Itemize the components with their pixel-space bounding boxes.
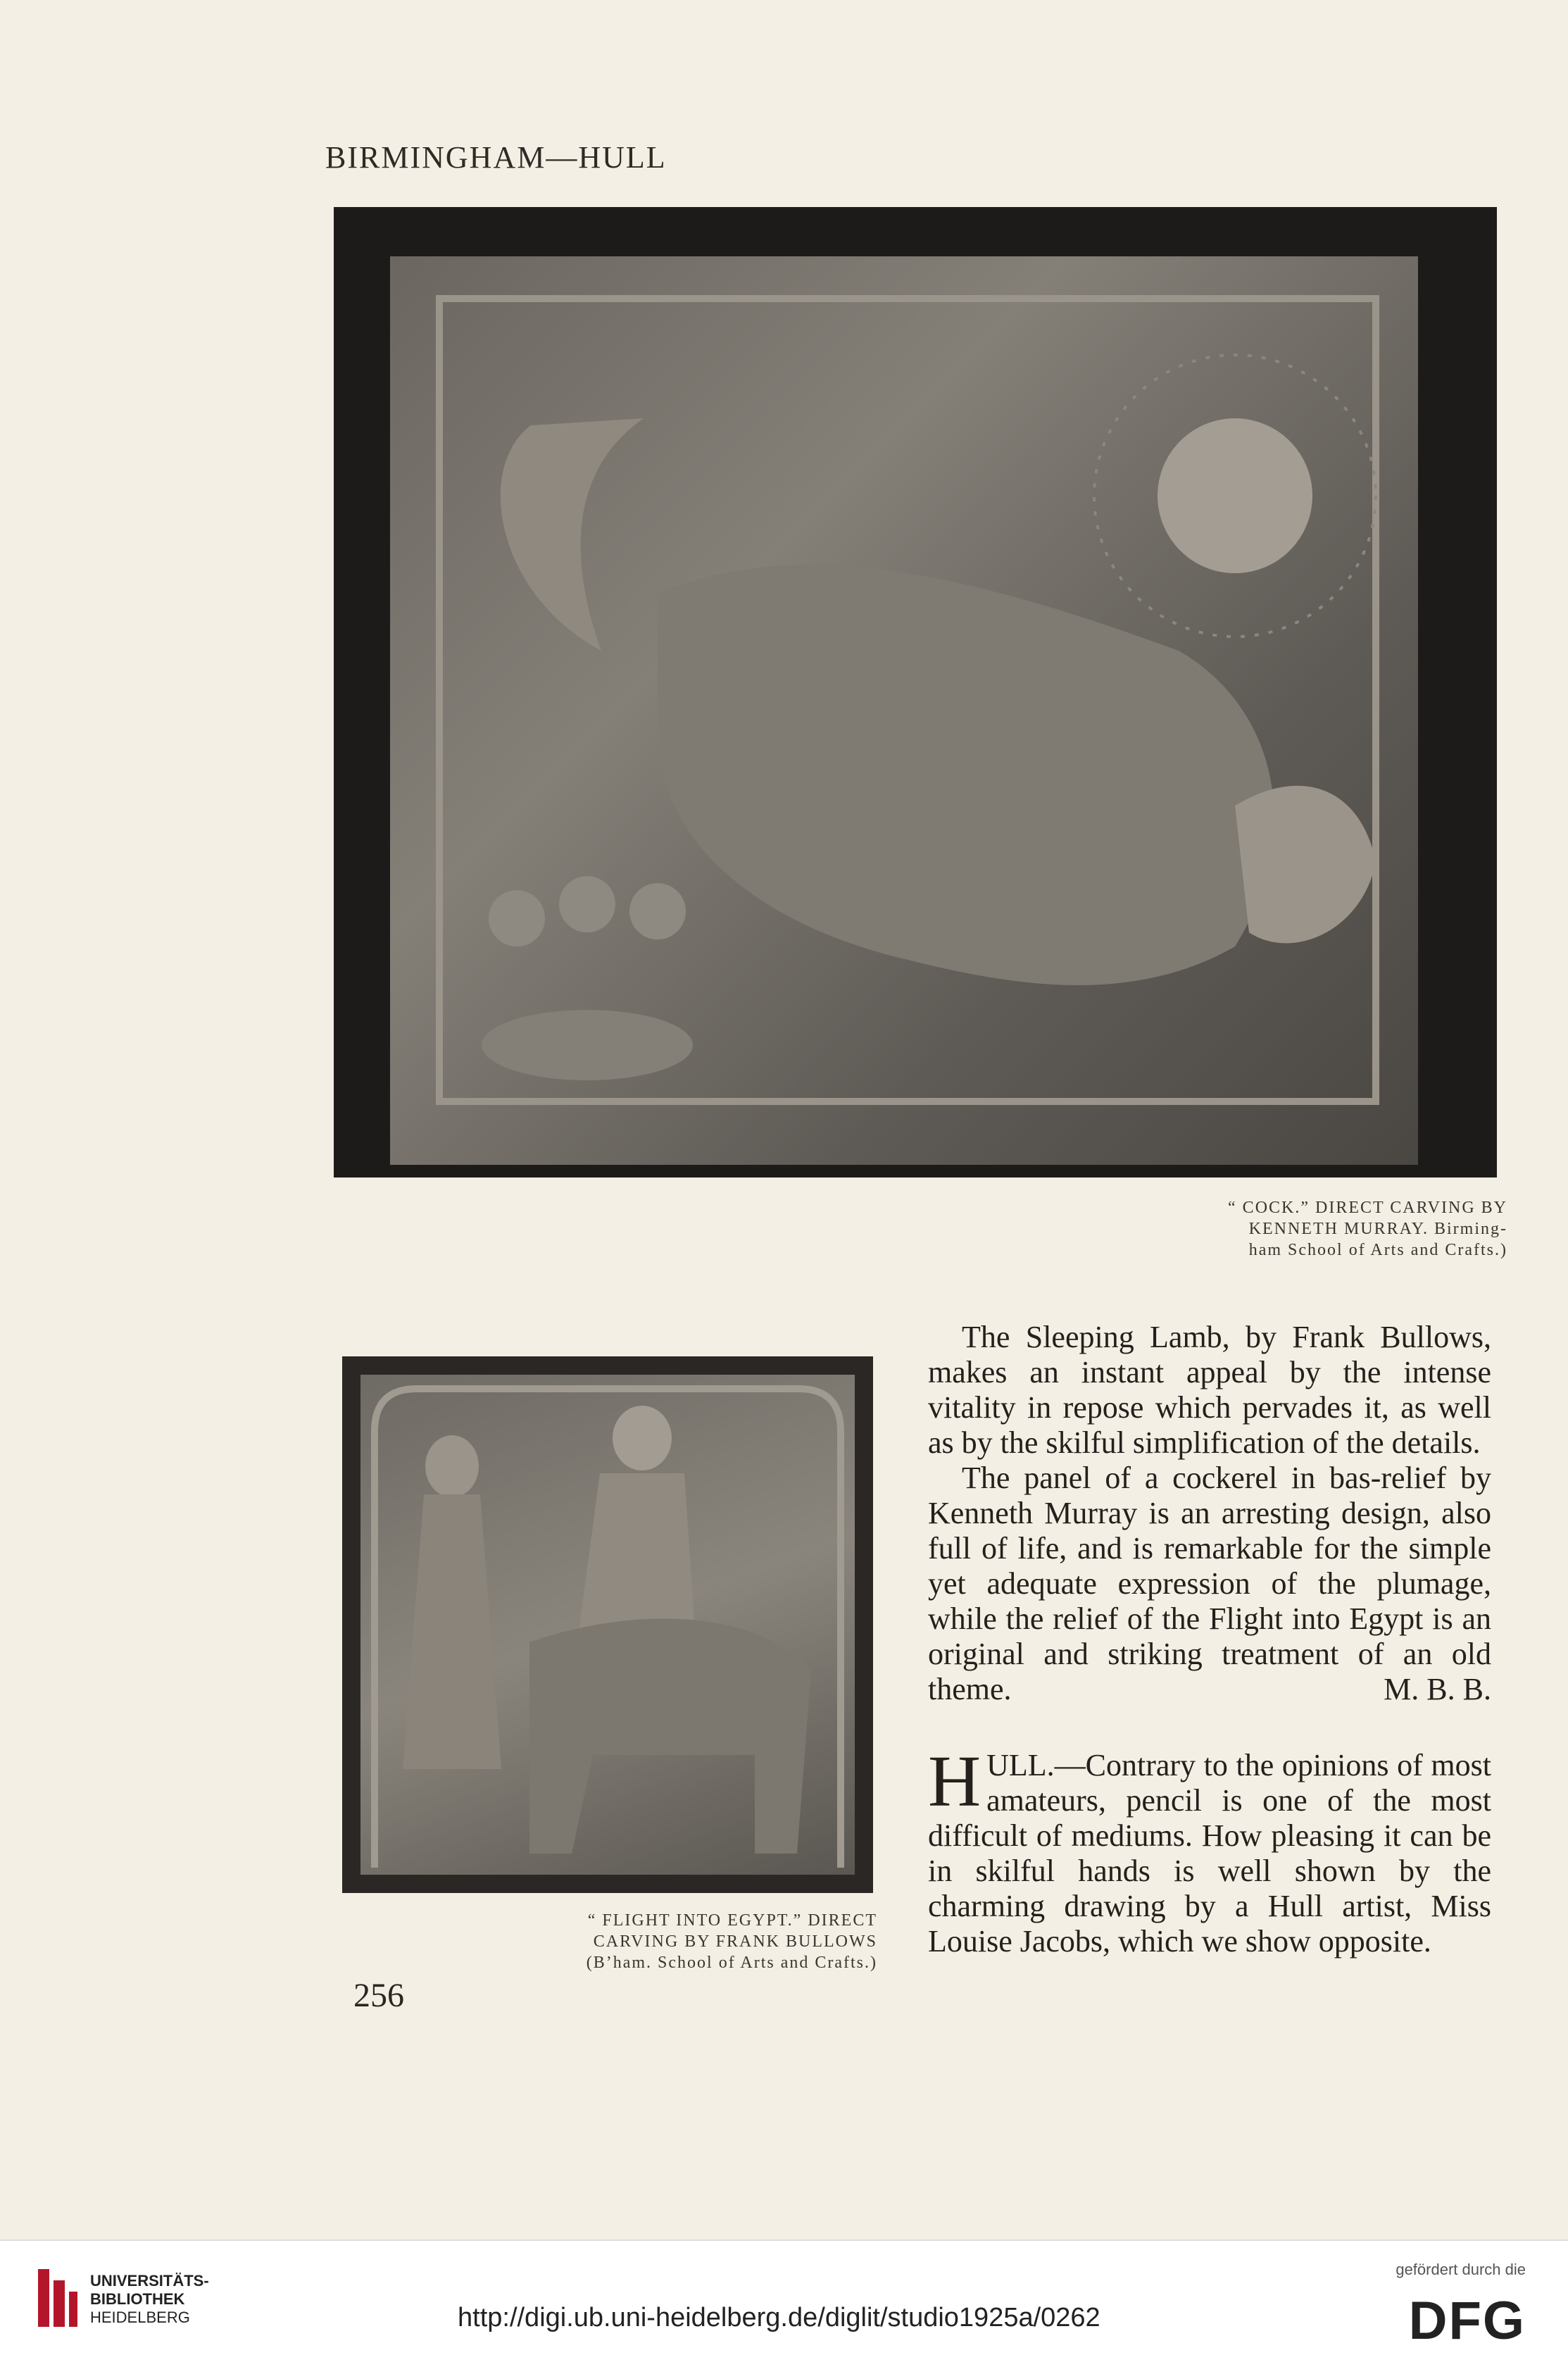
page-number: 256 xyxy=(353,1977,404,2014)
plate-cock-image xyxy=(334,207,1497,1178)
caption-cock xyxy=(1085,1197,1507,1261)
article-text-column xyxy=(928,1320,1491,1959)
library-logo-icon[interactable] xyxy=(35,2266,80,2333)
caption-cock-line3: ham School of Arts and Crafts.) xyxy=(1248,1241,1507,1259)
library-name-line1: UNIVERSITÄTS- xyxy=(90,2272,209,2290)
running-head: BIRMINGHAM—HULL xyxy=(325,140,667,175)
caption-flight-line2: CARVING BY FRANK BULLOWS xyxy=(593,1932,877,1951)
figure-mary-donkey xyxy=(529,1406,811,1854)
dropcap-h: H xyxy=(928,1741,981,1822)
permalink-url[interactable]: http://digi.ub.uni-heidelberg.de/diglit/studio1925a/0262 xyxy=(458,2303,1100,2332)
flight-relief-illustration xyxy=(360,1375,855,1875)
cock-relief-illustration xyxy=(390,256,1418,1165)
digitization-footer xyxy=(0,2240,1568,2355)
caption-cock-line2: KENNETH MURRAY. Birming- xyxy=(1248,1220,1507,1238)
library-name[interactable] xyxy=(90,2272,209,2327)
paragraph-cockerel xyxy=(928,1461,1491,1707)
caption-cock-line1: “ COCK.” DIRECT CARVING BY xyxy=(1228,1199,1507,1217)
paragraph-hull-text: ULL.—Contrary to the opinions of most amateurs, pencil is one of the most difficult of mediums. How pleasing it can be in skilful hands is well shown by the charming drawing by a Hull artist, Miss Louise Jacobs, which we show opposite. xyxy=(928,1748,1491,1959)
funding-label: gefördert durch die xyxy=(1395,2261,1526,2278)
signature: M. B. B. xyxy=(1384,1672,1491,1706)
library-name-line3: HEIDELBERG xyxy=(90,2309,190,2326)
paragraph-hull xyxy=(928,1741,1491,1959)
plate-flight-image xyxy=(342,1356,873,1893)
sun-motif xyxy=(1094,355,1376,637)
figure-joseph xyxy=(403,1435,501,1769)
library-name-line2: BIBLIOTHEK xyxy=(90,2290,185,2308)
dfg-logo[interactable]: DFG xyxy=(1408,2291,1526,2351)
flowers-motif xyxy=(482,876,693,1080)
caption-flight xyxy=(486,1910,877,1973)
caption-flight-line3: (B’ham. School of Arts and Crafts.) xyxy=(586,1954,877,1972)
paragraph-sleeping-lamb: The Sleeping Lamb, by Frank Bullows, makes an instant appeal by the intense vitality in repose which pervades it, as well as by the skilful simplification of the details. xyxy=(928,1320,1491,1460)
caption-flight-line1: “ FLIGHT INTO EGYPT.” DIRECT xyxy=(587,1911,877,1930)
paragraph-cockerel-text: The panel of a cockerel in bas-relief by Kenneth Murray is an arresting design, also full of life, and is remarkable for the simple yet adequate expression of the plumage, while the relief of the Flight into Egypt is an original and striking treatment of an old theme. xyxy=(928,1461,1491,1706)
